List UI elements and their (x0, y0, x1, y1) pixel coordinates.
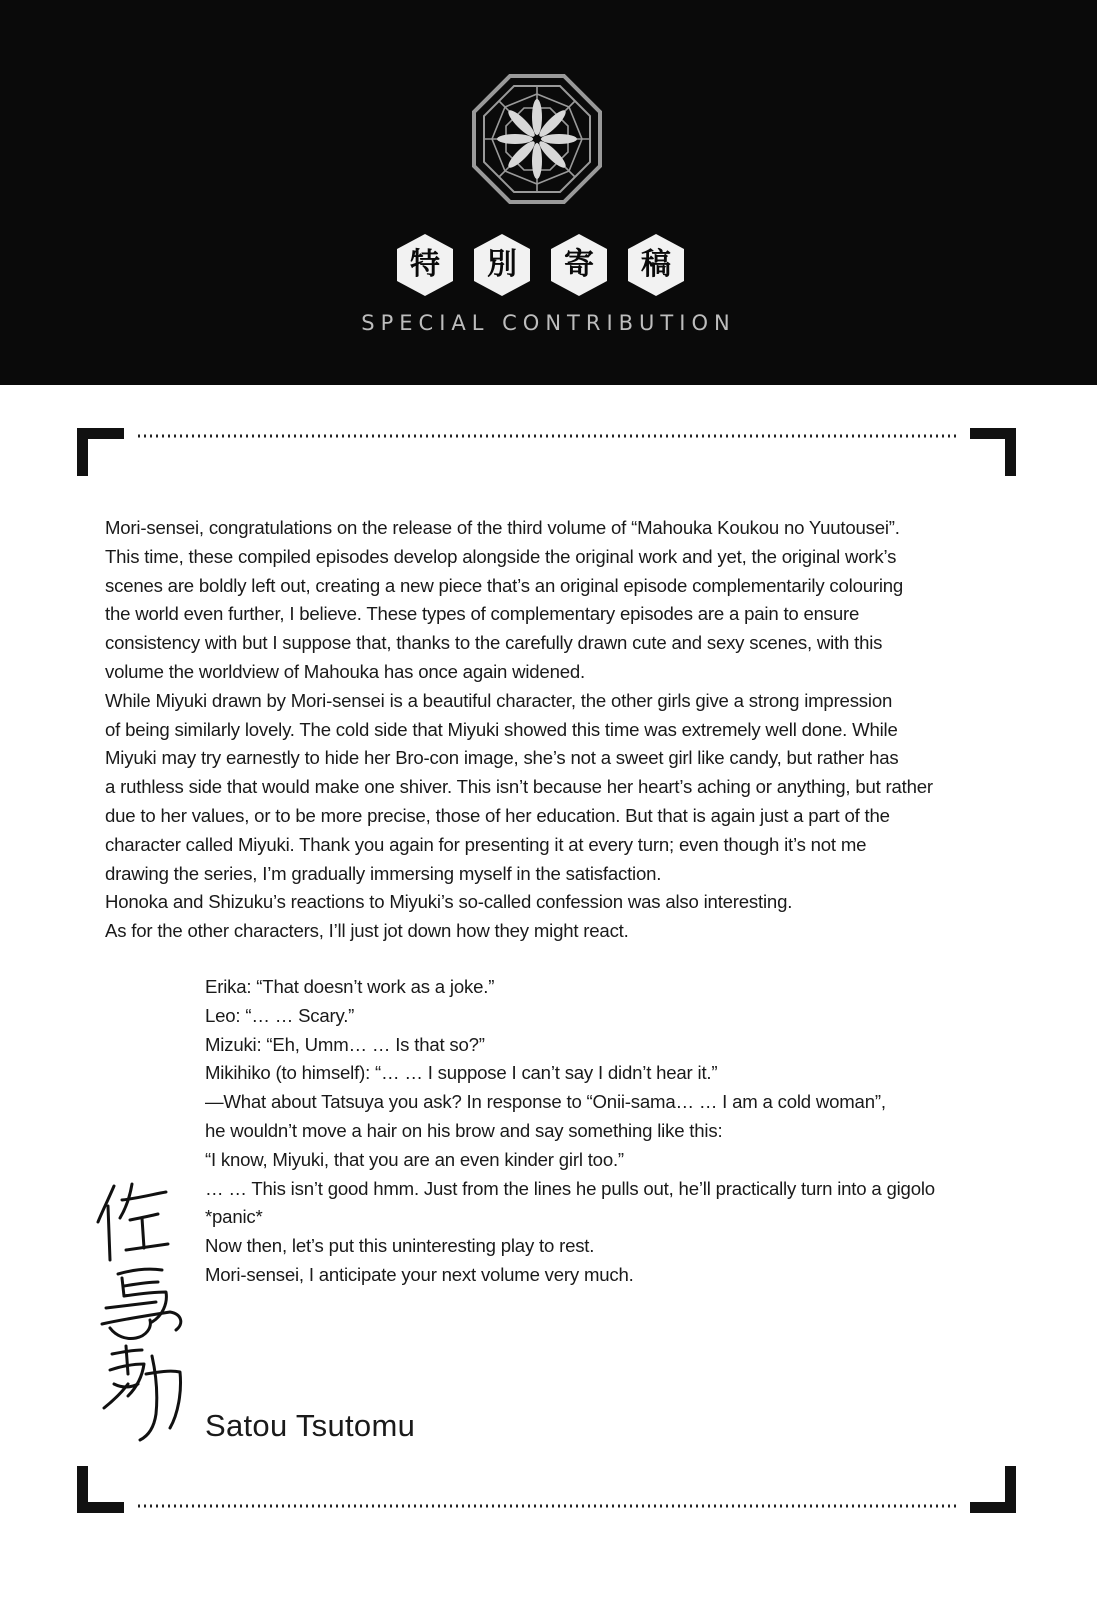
title-hex-4 (626, 233, 686, 297)
title-hexagons (395, 233, 695, 299)
dialogue-line: “I know, Miyuki, that you are an even kinder girl too.” (205, 1148, 624, 1170)
dialogue-line: Mori-sensei, I anticipate your next volume very much. (205, 1263, 634, 1285)
handwritten-signature (92, 1178, 202, 1448)
body-line: of being similarly lovely. The cold side that Miyuki showed this time was extremely well done. While (105, 718, 898, 740)
title-hex-1 (395, 233, 455, 297)
body-line: drawing the series, I’m gradually immersing myself in the satisfaction. (105, 862, 662, 884)
author-name: Satou Tsutomu (205, 1408, 416, 1443)
body-line: scenes are boldly left out, creating a new piece that’s an original episode complementarily colouring (105, 574, 904, 596)
body-line: volume the worldview of Mahouka has once again widened. (105, 660, 585, 682)
body-line: This time, these compiled episodes develop alongside the original work and yet, the original work’s (105, 545, 897, 567)
body-line: the world even further, I believe. These types of complementary episodes are a pain to ensure (105, 603, 860, 625)
body-line: Honoka and Shizuku’s reactions to Miyuki’s so-called confession was also interesting. (105, 891, 793, 913)
dialogue-line: Mikihiko (to himself): “… … I suppose I can’t say I didn’t hear it.” (205, 1062, 718, 1084)
dialogue-line: *panic* (205, 1206, 263, 1228)
body-line: As for the other characters, I’ll just jot down how they might react. (105, 920, 629, 942)
title-char-3: 寄 (564, 247, 594, 282)
body-line: While Miyuki drawn by Mori-sensei is a beautiful character, the other girls give a strong impression (105, 689, 893, 711)
header-banner (0, 0, 1097, 385)
dialogue-line: … … This isn’t good hmm. Just from the lines he pulls out, he’ll practically turn into a gigolo (205, 1177, 935, 1199)
emblem-icon (470, 72, 604, 206)
body-line: Miyuki may try earnestly to hide her Bro-con image, she’s not a sweet girl like candy, but rather has (105, 747, 899, 769)
subtitle: SPECIAL CONTRIBUTION (361, 311, 736, 335)
dialogue-line: Now then, let’s put this uninteresting play to rest. (205, 1235, 595, 1257)
dialogue-line: Mizuki: “Eh, Umm… … Is that so?” (205, 1033, 485, 1055)
title-char-2: 別 (487, 247, 517, 282)
dialogue-block (205, 973, 1025, 1290)
letter-body (105, 514, 1015, 946)
body-line: consistency with but I suppose that, thanks to the carefully drawn cute and sexy scenes, with this (105, 632, 883, 654)
body-line: a ruthless side that would make one shiver. This isn’t because her heart’s aching or anything, but rather (105, 776, 933, 798)
body-line: Mori-sensei, congratulations on the release of the third volume of “Mahouka Koukou no Yuutousei”. (105, 517, 900, 538)
dialogue-line: Erika: “That doesn’t work as a joke.” (205, 976, 495, 997)
dialogue-line: —What about Tatsuya you ask? In response to “Onii-sama… … I am a cold woman”, (205, 1091, 886, 1113)
title-hex-2 (472, 233, 532, 297)
title-hex-3 (549, 233, 609, 297)
dialogue-line: Leo: “… … Scary.” (205, 1004, 355, 1026)
body-line: character called Miyuki. Thank you again for presenting it at every turn; even though it’s not me (105, 833, 867, 855)
title-char-1: 特 (410, 247, 440, 282)
body-line: due to her values, or to be more precise, those of her education. But that is again just a part of the (105, 804, 890, 826)
title-char-4: 稿 (641, 247, 671, 282)
dialogue-line: he wouldn’t move a hair on his brow and say something like this: (205, 1119, 723, 1141)
